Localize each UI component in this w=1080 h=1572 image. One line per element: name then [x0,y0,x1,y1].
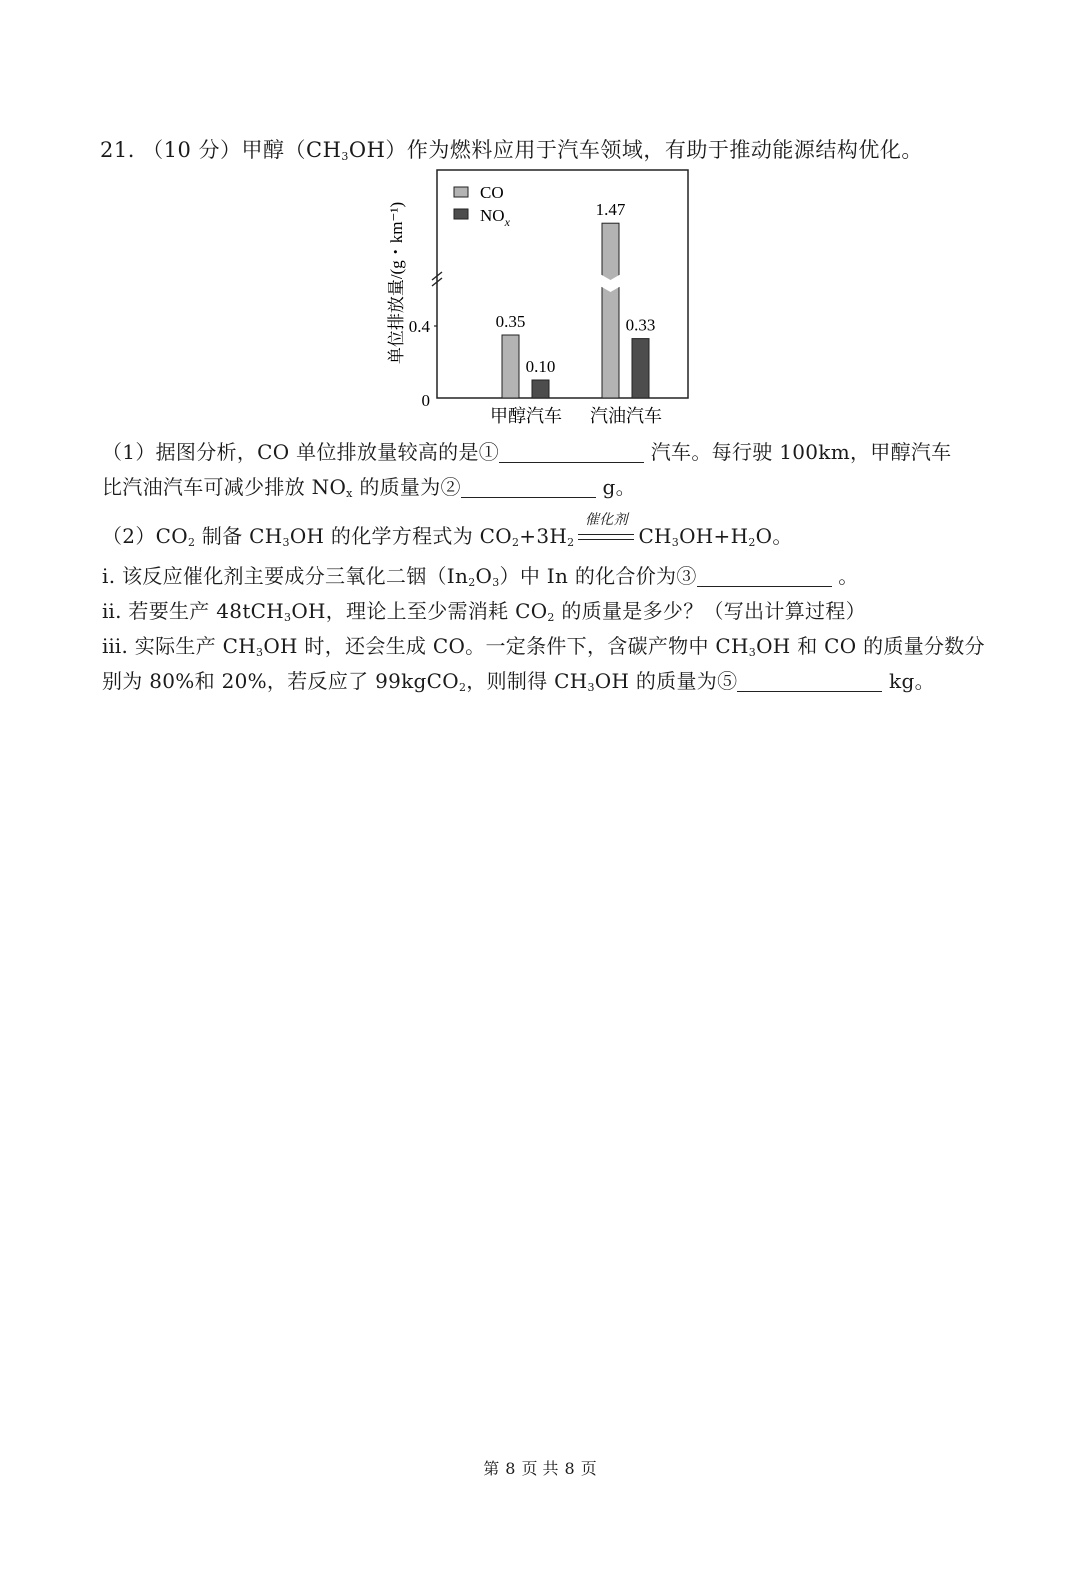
part1-line2 [102,471,636,500]
bars-group [496,200,656,398]
part1-text: （1）据图分析，CO 单位排放量较高的是① [102,440,500,464]
sub-ii-line [102,595,866,624]
subscript: 2 [187,536,196,549]
page-total: 8 [564,1459,575,1478]
sub-i-text: O [475,564,493,588]
subscript: 3 [671,536,680,549]
equals-line [578,534,634,535]
part1-text-2: 比汽油汽车可减少排放 NO [102,475,347,499]
sub-iii-text: ，则制得 CH [466,669,588,693]
legend-swatch-nox [454,209,468,219]
emission-chart [372,168,698,430]
legend-label-co: CO [480,183,504,202]
bar-co-0 [502,335,519,398]
subscript: x [346,487,353,500]
part2-text: +3H [519,524,568,548]
data-label-nox-1: 0.33 [625,315,656,335]
question-number: 21. [100,138,135,162]
part2-equation-line [102,512,793,549]
legend-label-nox: $NO_x$ [480,206,510,229]
sub-iii-line2 [102,665,935,694]
subscript: 2 [547,611,555,624]
reaction-condition [576,512,636,545]
subscript: 2 [511,536,520,549]
equals-line [578,539,634,540]
subscript: 2 [468,576,476,589]
subscript: 3 [341,150,349,163]
subscript: 3 [256,646,264,659]
footer-text: 页 [580,1459,597,1478]
legend-swatch-co [454,187,468,197]
sub-iii-unit: kg。 [882,669,935,693]
x-category-label-gasoline: 汽油汽车 [590,406,662,426]
sub-ii-text: ⅱ. 若要生产 48tCH [102,599,284,623]
part1-text-rest: 汽车。每行驶 100km，甲醇汽车 [644,440,952,464]
sub-i-line [102,560,859,589]
sub-ii-text: 的质量是多少？（写出计算过程） [554,599,866,623]
part2-text: 制备 CH [195,524,283,548]
data-label-co-1: 1.47 [595,200,626,220]
part2-text: CH [638,524,672,548]
part2-text: （2）CO [102,524,188,548]
data-label-nox-0: 0.10 [525,357,556,376]
x-category-label-methanol: 甲醇汽车 [490,406,562,426]
bar-nox-0 [532,380,549,398]
subscript: 3 [282,536,290,549]
sub-iii-text: OH 时，还会生成 CO。一定条件下，含碳产物中 CH [263,634,749,658]
question-intro-rest: OH）作为燃料应用于汽车领域，有助于推动能源结构优化。 [348,138,923,162]
subscript: 3 [492,576,500,589]
sub-iii-text: ⅲ. 实际生产 CH [102,634,257,658]
part2-text: OH 的化学方程式为 CO [289,524,512,548]
sub-iii-text: OH 的质量为⑤ [594,669,738,693]
y-axis-label: 单位排放量/(g・km⁻¹) [387,201,406,365]
page-footer [0,1456,1080,1479]
emission-chart-svg [372,168,698,430]
sub-i-text-end: 。 [831,564,859,588]
answer-blank-1[interactable] [499,442,644,463]
question-intro: 甲醇（CH [241,138,342,162]
subscript: 3 [587,681,595,694]
sub-iii-text: OH 和 CO 的质量分数分 [756,634,985,658]
y-tick-label-0.4: 0.4 [408,317,430,336]
answer-blank-3[interactable] [697,566,832,587]
subscript: 2 [748,536,756,549]
part2-text: OH+H [679,524,749,548]
part1-text-3: 的质量为② [352,475,461,499]
answer-blank-5[interactable] [737,671,882,692]
sub-iii-text: 别为 80%和 20%，若反应了 99kgCO [102,669,459,693]
subscript: 3 [748,646,757,659]
footer-text: 页 共 [521,1459,559,1478]
page-number: 8 [505,1459,516,1478]
data-label-co-0: 0.35 [495,312,526,331]
sub-ii-text: OH，理论上至少需消耗 CO [291,599,548,623]
sub-iii-line1 [102,630,985,659]
sub-i-text: ⅰ. 该反应催化剂主要成分三氧化二铟（In [102,564,469,588]
subscript: 3 [284,611,292,624]
sub-i-text: ）中 In 的化合价为③ [499,564,697,588]
question-score: （10 分） [142,138,242,162]
catalyst-label: 催化剂 [584,512,628,528]
footer-text: 第 [483,1459,500,1478]
subscript: 2 [567,536,575,549]
bar-co-1 [602,223,619,398]
question-title [100,134,923,164]
y-tick-label-0: 0 [421,391,430,410]
subscript: 2 [458,681,467,694]
bar-nox-1 [632,339,649,398]
part2-text: O。 [755,524,793,548]
part1-unit: g。 [595,475,636,499]
answer-blank-2[interactable] [461,477,596,498]
part1-line1 [102,436,951,465]
plot-frame [437,170,688,398]
